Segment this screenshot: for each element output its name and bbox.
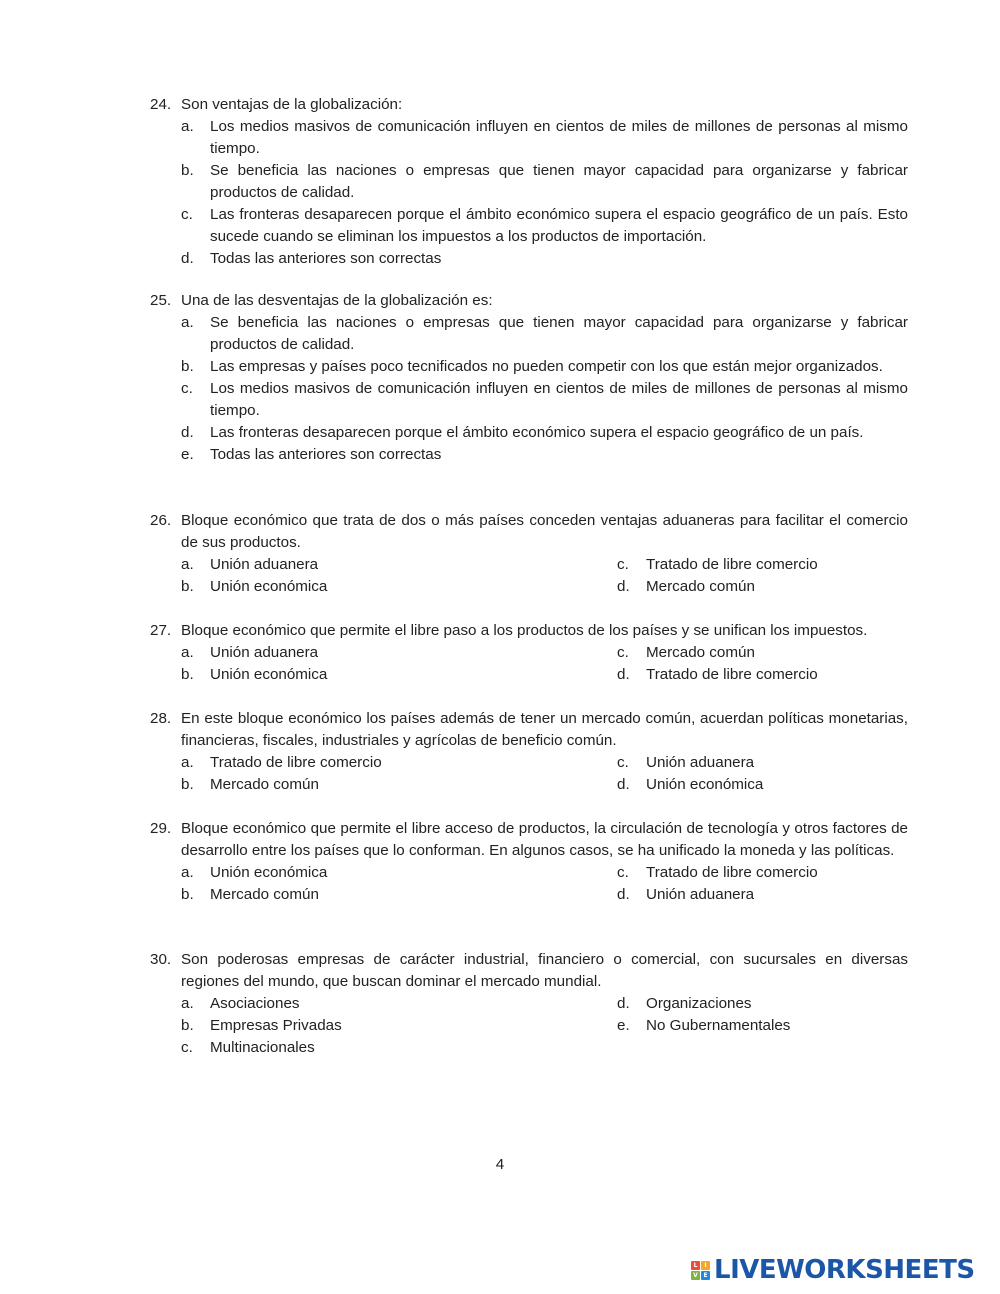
option-text: Mercado común	[210, 776, 319, 793]
question-27	[150, 620, 908, 686]
option-text: Mercado común	[646, 578, 755, 595]
option-letter: c.	[181, 206, 193, 223]
option-letter: c.	[617, 644, 629, 661]
logo-text: LIVEWORKSHEETS	[714, 1255, 975, 1285]
answer-option[interactable]	[617, 554, 939, 576]
option-text: Se beneficia las naciones o empresas que tienen mayor capacidad para organizarse y fabricar productos de calidad.	[210, 162, 908, 201]
option-text: Tratado de libre comercio	[210, 754, 382, 771]
answer-option[interactable]	[181, 204, 908, 248]
answer-option[interactable]	[181, 576, 617, 598]
option-text: Unión económica	[646, 776, 764, 793]
answer-option[interactable]	[181, 862, 617, 884]
option-letter: d.	[617, 776, 630, 793]
question-number: 28.	[150, 710, 172, 727]
answer-option[interactable]	[617, 884, 939, 906]
answer-option[interactable]	[617, 774, 939, 796]
question-number: 27.	[150, 622, 172, 639]
option-letter: c.	[617, 864, 629, 881]
option-text: Organizaciones	[646, 995, 752, 1012]
answer-option[interactable]	[181, 248, 908, 270]
option-letter: b.	[181, 578, 194, 595]
option-text: Mercado común	[210, 886, 319, 903]
option-text: Unión económica	[210, 578, 328, 595]
question-text: Bloque económico que permite el libre paso a los productos de los países y se unifican los impuestos.	[181, 622, 868, 639]
option-text: Asociaciones	[210, 995, 300, 1012]
question-25	[150, 290, 908, 466]
option-text: Tratado de libre comercio	[646, 556, 818, 573]
answer-option[interactable]	[181, 774, 617, 796]
logo-tile-v: V	[691, 1271, 700, 1280]
answer-option[interactable]	[181, 884, 617, 906]
question-text: Son ventajas de la globalización:	[181, 96, 403, 113]
question-28	[150, 708, 908, 796]
option-text: Se beneficia las naciones o empresas que tienen mayor capacidad para organizarse y fabricar productos de calidad.	[210, 314, 908, 353]
option-letter: a.	[181, 556, 194, 573]
answer-option[interactable]	[617, 664, 939, 686]
option-letter: c.	[617, 754, 629, 771]
answer-option[interactable]	[181, 642, 617, 664]
option-text: Unión aduanera	[210, 556, 319, 573]
question-number: 24.	[150, 96, 172, 113]
logo-tile-l: L	[691, 1261, 700, 1270]
option-text: Mercado común	[646, 644, 755, 661]
answer-option[interactable]	[617, 1015, 939, 1037]
option-letter: b.	[181, 358, 194, 375]
option-letter: b.	[181, 776, 194, 793]
answer-option[interactable]	[181, 160, 908, 204]
option-letter: d.	[617, 995, 630, 1012]
question-29	[150, 818, 908, 906]
option-text: Unión aduanera	[646, 754, 755, 771]
options-grid	[181, 752, 908, 796]
option-text: Unión aduanera	[646, 886, 755, 903]
answer-option[interactable]	[617, 993, 939, 1015]
question-number: 26.	[150, 512, 172, 529]
answer-option[interactable]	[617, 752, 939, 774]
answer-option[interactable]	[181, 422, 908, 444]
option-text: Las fronteras desaparecen porque el ámbito económico supera el espacio geográfico de un país. Esto sucede cuando se eliminan los impuestos a los productos de importación.	[210, 206, 908, 245]
option-letter: a.	[181, 864, 194, 881]
option-text: Unión económica	[210, 864, 328, 881]
answer-option[interactable]	[181, 356, 908, 378]
option-text: Las fronteras desaparecen porque el ámbito económico supera el espacio geográfico de un país.	[210, 424, 864, 441]
question-number: 30.	[150, 951, 172, 968]
question-text: Son poderosas empresas de carácter industrial, financiero o comercial, con sucursales en diversas regiones del mundo, que buscan dominar el mercado mundial.	[181, 951, 908, 990]
option-text: Tratado de libre comercio	[646, 864, 818, 881]
question-text: En este bloque económico los países además de tener un mercado común, acuerdan políticas monetarias, financieras, fiscales, industriales y agrícolas de beneficio común.	[181, 710, 908, 749]
answer-option[interactable]	[181, 554, 617, 576]
answer-option[interactable]	[181, 444, 908, 466]
answer-option[interactable]	[181, 993, 617, 1015]
options-grid	[181, 642, 908, 686]
question-number: 25.	[150, 292, 172, 309]
question-text: Bloque económico que permite el libre acceso de productos, la circulación de tecnología y otros factores de desarrollo entre los países que lo conforman. En algunos casos, se ha unificado la moneda y las políticas.	[181, 820, 908, 859]
option-letter: b.	[181, 162, 194, 179]
answer-option[interactable]	[617, 642, 939, 664]
option-letter: b.	[181, 666, 194, 683]
option-text: Los medios masivos de comunicación influyen en cientos de miles de millones de personas al mismo tiempo.	[210, 118, 908, 157]
option-text: Tratado de libre comercio	[646, 666, 818, 683]
option-letter: a.	[181, 754, 194, 771]
answer-option[interactable]	[181, 1015, 617, 1037]
option-letter: a.	[181, 314, 194, 331]
answer-option[interactable]	[181, 116, 908, 160]
logo-tile-i: I	[701, 1261, 710, 1270]
answer-option[interactable]	[181, 664, 617, 686]
answer-option[interactable]	[617, 862, 939, 884]
option-letter: d.	[617, 886, 630, 903]
question-text: Una de las desventajas de la globalización es:	[181, 292, 493, 309]
option-letter: d.	[617, 578, 630, 595]
question-number: 29.	[150, 820, 172, 837]
option-letter: e.	[181, 446, 194, 463]
option-text: Unión económica	[210, 666, 328, 683]
option-letter: c.	[181, 1039, 193, 1056]
option-letter: d.	[181, 250, 194, 267]
answer-option[interactable]	[181, 1037, 617, 1059]
answer-option[interactable]	[181, 378, 908, 422]
option-letter: b.	[181, 886, 194, 903]
question-26	[150, 510, 908, 598]
option-letter: a.	[181, 995, 194, 1012]
question-24	[150, 94, 908, 270]
option-letter: e.	[617, 1017, 630, 1034]
liveworksheets-icon	[691, 1261, 710, 1280]
logo-tile-e: E	[701, 1271, 710, 1280]
option-letter: d.	[181, 424, 194, 441]
option-text: Los medios masivos de comunicación influyen en cientos de miles de millones de personas al mismo tiempo.	[210, 380, 908, 419]
options-grid	[181, 554, 908, 598]
option-text: No Gubernamentales	[646, 1017, 791, 1034]
option-text: Empresas Privadas	[210, 1017, 342, 1034]
liveworksheets-logo	[691, 1255, 975, 1285]
options-grid	[181, 993, 908, 1059]
question-30	[150, 949, 908, 1059]
option-letter: a.	[181, 118, 194, 135]
option-text: Unión aduanera	[210, 644, 319, 661]
option-letter: c.	[181, 380, 193, 397]
answer-option[interactable]	[181, 752, 617, 774]
option-text: Las empresas y países poco tecnificados no pueden competir con los que están mejor organizados.	[210, 358, 883, 375]
answer-option[interactable]	[617, 576, 939, 598]
answer-option[interactable]	[181, 312, 908, 356]
option-letter: d.	[617, 666, 630, 683]
page-number: 4	[495, 1156, 505, 1173]
option-text: Todas las anteriores son correctas	[210, 446, 442, 463]
option-letter: a.	[181, 644, 194, 661]
option-text: Multinacionales	[210, 1039, 315, 1056]
option-text: Todas las anteriores son correctas	[210, 250, 442, 267]
option-letter: c.	[617, 556, 629, 573]
option-letter: b.	[181, 1017, 194, 1034]
options-grid	[181, 862, 908, 906]
question-text: Bloque económico que trata de dos o más países conceden ventajas aduaneras para facilitar el comercio de sus productos.	[181, 512, 908, 551]
